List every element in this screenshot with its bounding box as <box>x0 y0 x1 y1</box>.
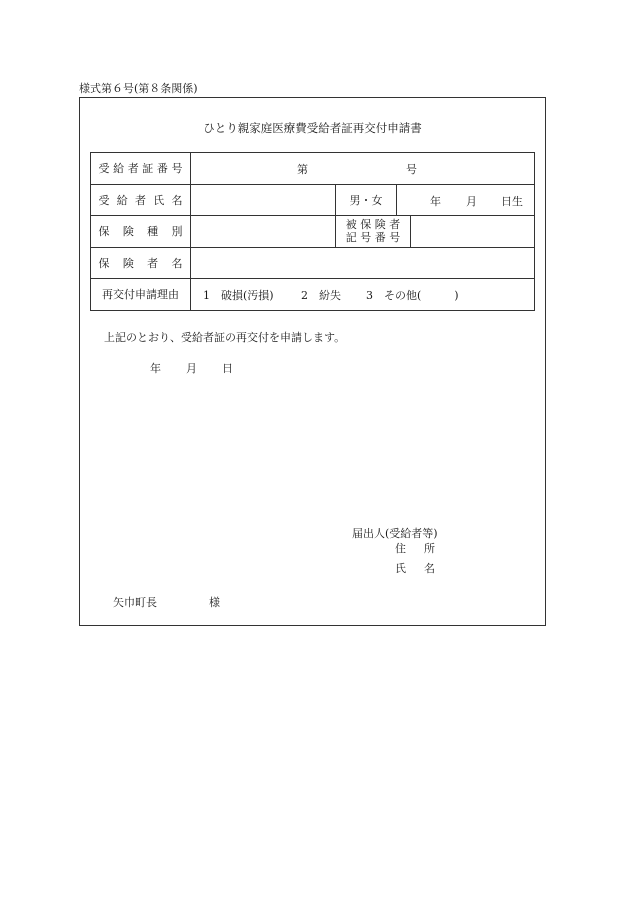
row-recipient-name <box>91 184 535 216</box>
insurance-type-label: 保 険 種 別 <box>91 216 191 248</box>
form-title: ひとり親家庭医療費受給者証再交付申請書 <box>203 121 422 135</box>
date-year-unit: 年 <box>150 362 161 375</box>
sex-select[interactable]: 男・女 <box>336 184 397 216</box>
application-date[interactable] <box>150 360 240 374</box>
row-reissue-reason <box>91 279 535 311</box>
birth-date-field[interactable] <box>397 184 535 216</box>
applicant-title: 届出人(受給者等) <box>352 527 438 540</box>
insurance-type-field[interactable] <box>191 216 336 248</box>
application-form-frame <box>79 97 546 626</box>
date-day-unit: 日 <box>222 362 233 375</box>
form-number-label: 様式第６号(第８条関係) <box>79 82 198 95</box>
addressee-mayor: 矢巾町長 <box>113 596 157 609</box>
reissue-reason-label: 再交付申請理由 <box>91 279 191 311</box>
applicant-block <box>352 525 472 575</box>
recipient-name-field[interactable] <box>191 184 336 216</box>
addressee-honorific: 様 <box>209 596 220 609</box>
birth-day-unit: 日生 <box>501 194 523 208</box>
row-certificate-number <box>91 153 535 185</box>
certificate-number-prefix: 第 <box>297 163 308 176</box>
birth-month-unit: 月 <box>466 194 477 208</box>
reason-option-lost[interactable]: 2 紛失 <box>301 289 341 302</box>
certificate-number-field[interactable] <box>191 153 535 185</box>
reissue-reason-field[interactable] <box>191 279 535 311</box>
insurer-name-label: 保 険 者 名 <box>91 247 191 279</box>
insurer-name-field[interactable] <box>191 247 535 279</box>
reason-option-damaged[interactable]: 1 破損(汚損) <box>203 289 274 302</box>
applicant-name-label[interactable]: 氏 名 <box>395 562 435 575</box>
insured-number-field[interactable] <box>411 216 535 248</box>
addressee <box>113 594 233 608</box>
applicant-address-label[interactable]: 住 所 <box>395 542 435 555</box>
row-insurer-name <box>91 247 535 279</box>
reason-option-other[interactable]: 3 その他( ) <box>366 289 459 302</box>
birth-year-unit: 年 <box>430 194 441 208</box>
date-month-unit: 月 <box>186 362 197 375</box>
application-statement: 上記のとおり、受給者証の再交付を申請します。 <box>104 331 346 344</box>
certificate-number-label: 受 給 者 証 番 号 <box>91 153 191 185</box>
row-insurance-type <box>91 216 535 248</box>
recipient-name-label: 受 給 者 氏 名 <box>91 184 191 216</box>
certificate-number-suffix: 号 <box>406 163 417 176</box>
insured-number-label: 被 保 険 者 記 号 番 号 <box>336 216 411 248</box>
application-table <box>90 152 535 311</box>
